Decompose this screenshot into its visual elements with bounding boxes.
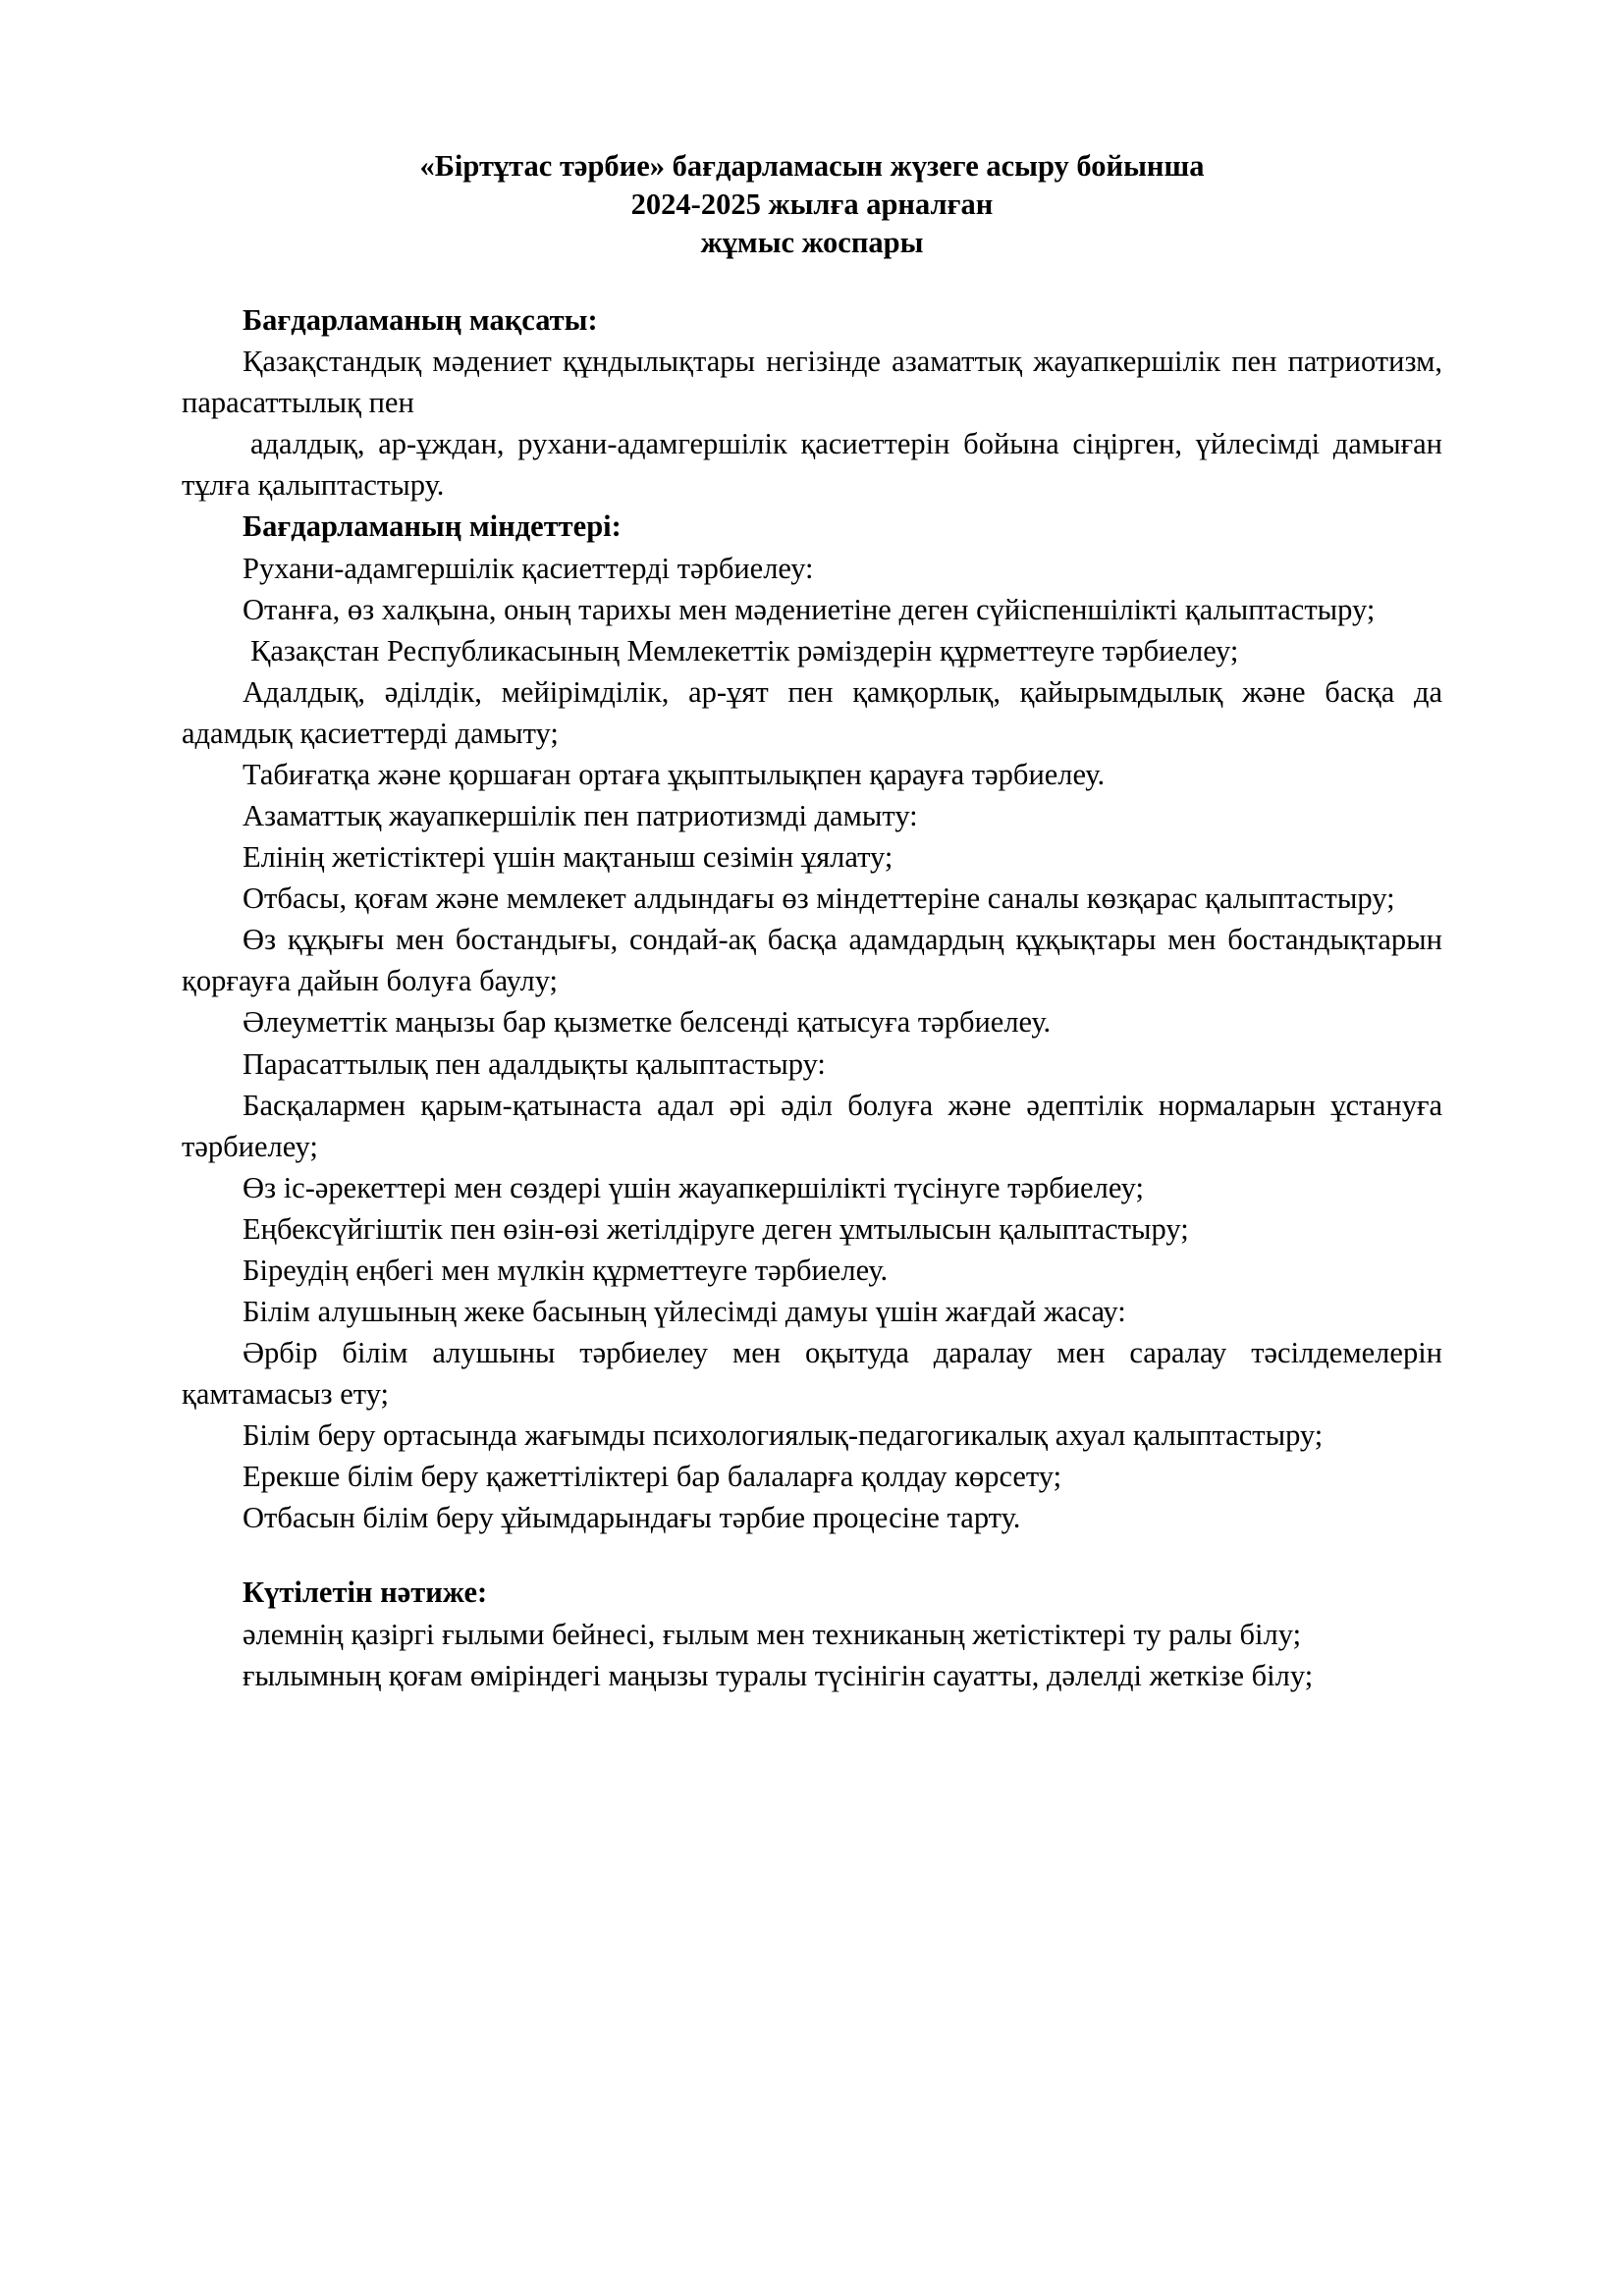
paragraph-result-2: ғылымның қоғам өміріндегі маңызы туралы түсінігін сауатты, дәлелді жеткізе білу; <box>243 1658 1314 1692</box>
paragraph-task-2: Отанға, өз халқына, оның тарихы мен мәдениетіне деген сүйіспеншілікті қалыптастыру; <box>243 592 1376 626</box>
paragraph-task-13: Өз іс-әрекеттері мен сөздері үшін жауапкершілікті түсінуге тәрбиелеу; <box>243 1170 1144 1204</box>
paragraph-task-12: Басқалармен қарым-қатынаста адал әрі әділ болуға және әдептілік нормаларын ұстануға тәрбиелеу; <box>182 1088 1442 1163</box>
section-heading-goal: Бағдарламаның мақсаты: <box>243 303 598 338</box>
paragraph-task-10: Әлеуметтік маңызы бар қызметке белсенді қатысуға тәрбиелеу. <box>243 1005 1052 1040</box>
paragraph-goal-1: Қазақстандық мәдениет құндылықтары негізінде азаматтық жауапкершілік пен патриотизм, парасаттылық пен <box>182 345 1442 420</box>
title-line-1: «Біртұтас тәрбие» бағдарламасын жүзеге асыру бойынша <box>419 149 1205 183</box>
section-heading-tasks: Бағдарламаның міндеттері: <box>243 509 622 544</box>
paragraph-task-16: Білім алушының жеке басының үйлесімді дамуы үшін жағдай жасау: <box>243 1294 1126 1328</box>
paragraph-task-8: Отбасы, қоғам және мемлекет алдындағы өз міндеттеріне саналы көзқарас қалыптастыру; <box>243 881 1395 916</box>
paragraph-task-20: Отбасын білім беру ұйымдарындағы тәрбие процесіне тарту. <box>243 1501 1021 1535</box>
paragraph-task-3: Қазақстан Республикасының Мемлекеттік рәміздерін құрметтеуге тәрбиелеу; <box>250 633 1239 667</box>
paragraph-task-9: Өз құқығы мен бостандығы, сондай-ақ басқа адамдардың құқықтары мен бостандықтарын қорғауға дайын болуға баулу; <box>182 923 1442 998</box>
title-line-3: жұмыс жоспары <box>700 226 924 260</box>
paragraph-goal-2: адалдық, ар-ұждан, рухани-адамгершілік қасиеттерін бойына сіңірген, үйлесімді дамыған тұлға қалыптастыру. <box>182 427 1442 503</box>
document-title <box>182 147 1442 262</box>
section-spacer <box>182 1538 1442 1572</box>
paragraph-task-14: Еңбексүйгіштік пен өзін-өзі жетілдіруге деген ұмтылысын қалыптастыру; <box>243 1211 1189 1246</box>
paragraph-task-19: Ерекше білім беру қажеттіліктері бар балаларға қолдау көрсету; <box>243 1460 1062 1494</box>
paragraph-task-15: Біреудің еңбегі мен мүлкін құрметтеуге тәрбиелеу. <box>243 1253 889 1287</box>
title-line-2: 2024-2025 жылға арналған <box>630 187 994 222</box>
section-heading-expected-result: Күтілетін нәтиже: <box>243 1575 488 1610</box>
paragraph-task-7: Елінің жетістіктері үшін мақтаныш сезімін ұялату; <box>243 840 893 875</box>
paragraph-task-11: Парасаттылық пен адалдықты қалыптастыру: <box>243 1046 826 1081</box>
paragraph-task-5: Табиғатқа және қоршаған ортаға ұқыптылықпен қарауға тәрбиелеу. <box>243 757 1106 791</box>
paragraph-task-17: Әрбір білім алушыны тәрбиелеу мен оқытуда даралау мен саралау тәсілдемелерін қамтамасыз ету; <box>182 1336 1442 1412</box>
paragraph-task-18: Білім беру ортасында жағымды психологиялық-педагогикалық ахуал қалыптастыру; <box>243 1418 1324 1453</box>
paragraph-task-4: Адалдық, әділдік, мейірімділік, ар-ұят пен қамқорлық, қайырымдылық және басқа да адамдық қасиеттерді дамыту; <box>182 674 1442 750</box>
paragraph-task-1: Рухани-адамгершілік қасиеттерді тәрбиелеу: <box>243 551 814 585</box>
paragraph-result-1: әлемнің қазіргі ғылыми бейнесі, ғылым мен техниканың жетістіктері ту ралы білу; <box>243 1617 1302 1651</box>
paragraph-task-6: Азаматтық жауапкершілік пен патриотизмді дамыту: <box>243 799 918 833</box>
